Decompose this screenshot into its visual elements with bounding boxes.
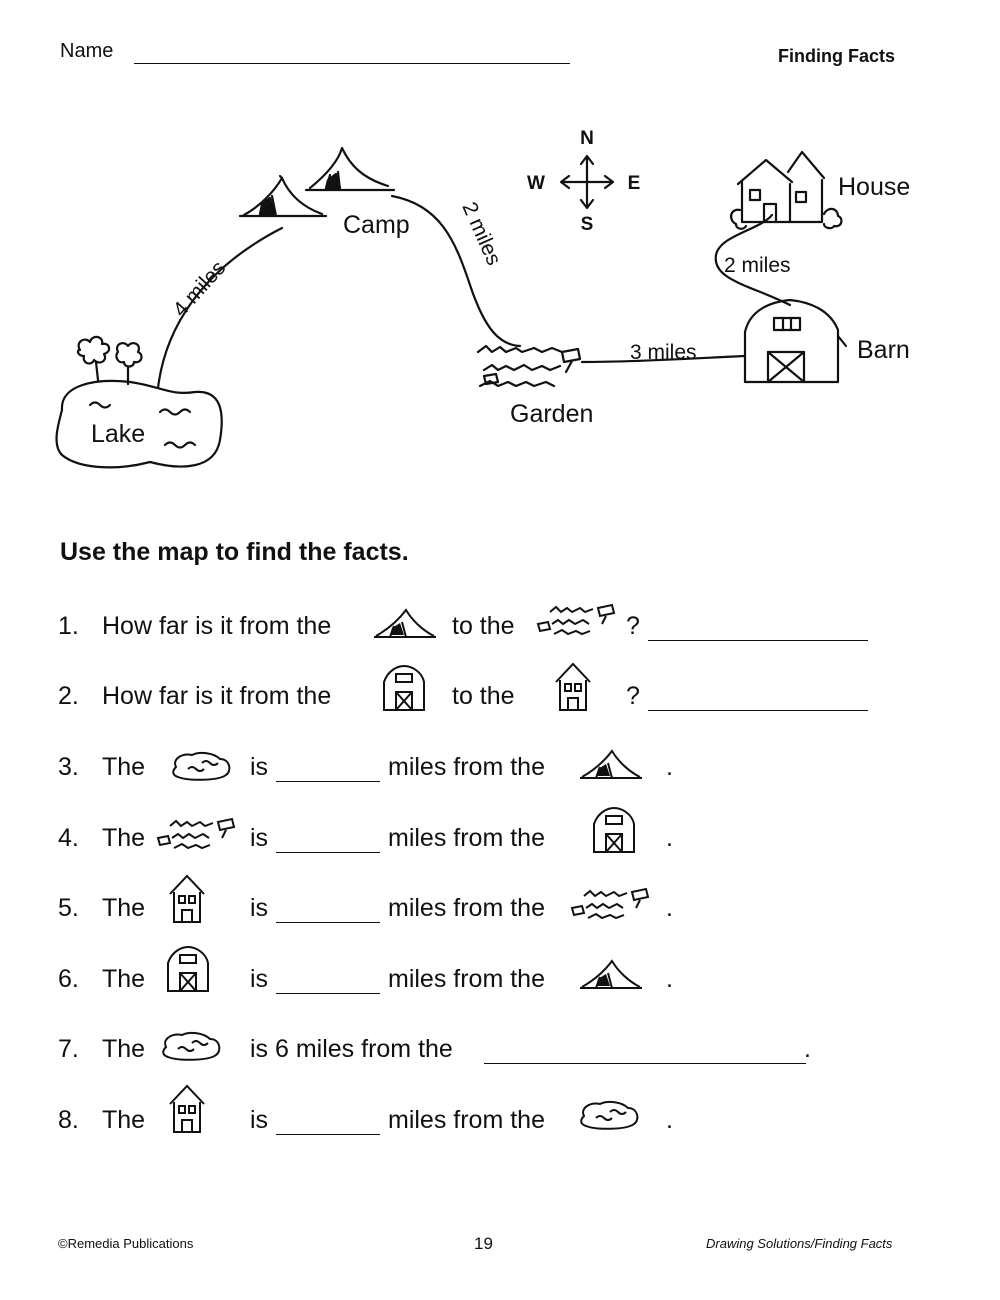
label-garden: Garden [510,400,594,428]
question-text: The [102,894,146,922]
tent-icon [240,176,326,216]
barn-icon [590,804,638,856]
name-label: Name [60,40,114,62]
page-number: 19 [474,1234,493,1253]
question-text: miles from the [388,894,545,922]
garden-icon [478,346,580,386]
question-number: 4. [58,824,79,852]
lake-icon [578,1098,642,1132]
question-text: How far is it from the [102,612,332,640]
garden-icon [570,884,654,924]
house-icon [166,872,208,926]
question-text: ? [626,682,640,710]
question-number: 7. [58,1035,79,1063]
question-text: The [102,1035,146,1063]
map [0,100,1000,500]
tent-icon [372,606,438,642]
question-3 [0,739,1000,795]
answer-blank[interactable] [276,1134,380,1135]
footer-series: Drawing Solutions/Finding Facts [706,1236,893,1251]
house-icon [166,1082,208,1136]
tent-icon [578,957,644,993]
barn-icon [380,662,428,714]
question-number: 8. [58,1106,79,1134]
answer-blank[interactable] [276,852,380,853]
lake-icon [160,1029,224,1063]
footer-publisher: ©Remedia Publications [58,1236,194,1251]
compass-west: W [527,173,545,194]
label-camp: Camp [343,211,410,239]
house-icon [552,660,594,714]
label-barn: Barn [857,336,910,364]
question-text: is [250,965,269,993]
question-text: is [250,894,269,922]
question-text: ? [626,612,640,640]
question-6 [0,951,1000,1007]
question-text: miles from the [388,965,545,993]
question-text: miles from the [388,1106,545,1134]
label-lake: Lake [91,420,146,448]
question-text: . [666,824,673,852]
question-2 [0,668,1000,724]
distance-camp-garden: 2 miles [457,198,506,269]
question-number: 5. [58,894,79,922]
question-text: is [250,753,269,781]
tent-icon [306,148,394,190]
label-house: House [838,173,911,201]
question-text: is [250,1106,269,1134]
section-title: Use the map to find the facts. [60,538,409,566]
answer-blank[interactable] [276,922,380,923]
compass-north: N [580,128,594,149]
question-text: . [804,1035,811,1063]
question-text: to the [452,612,515,640]
name-field-line[interactable] [134,63,570,64]
question-text: . [666,1106,673,1134]
question-text: to the [452,682,515,710]
garden-icon [156,814,240,854]
question-4 [0,810,1000,866]
barn-icon [745,300,846,382]
question-5 [0,880,1000,936]
question-text: miles from the [388,753,545,781]
tent-icon [578,747,644,783]
compass-south: S [580,214,594,235]
trail-camp-garden [392,196,520,346]
question-text: miles from the [388,824,545,852]
distance-garden-barn: 3 miles [630,341,697,364]
question-text: is 6 miles from the [250,1035,453,1063]
question-text: . [666,965,673,993]
answer-blank[interactable] [484,1063,806,1064]
question-number: 1. [58,612,79,640]
answer-blank[interactable] [648,710,868,711]
compass-icon [561,156,613,208]
compass-east: E [627,173,641,194]
question-text: How far is it from the [102,682,332,710]
distance-barn-house: 2 miles [724,254,791,277]
worksheet-title: Finding Facts [778,46,895,66]
question-text: The [102,753,146,781]
question-7 [0,1021,1000,1077]
question-8 [0,1092,1000,1148]
distance-lake-camp: 4 miles [168,256,231,322]
answer-blank[interactable] [276,781,380,782]
house-icon [731,152,841,229]
answer-blank[interactable] [276,993,380,994]
question-text: The [102,965,146,993]
question-1 [0,598,1000,654]
question-number: 6. [58,965,79,993]
question-text: . [666,753,673,781]
lake-icon [170,749,234,783]
question-text: is [250,824,269,852]
question-text: . [666,894,673,922]
garden-icon [536,600,620,640]
question-text: The [102,824,146,852]
question-text: The [102,1106,146,1134]
question-number: 3. [58,753,79,781]
answer-blank[interactable] [648,640,868,641]
question-number: 2. [58,682,79,710]
barn-icon [164,943,212,995]
